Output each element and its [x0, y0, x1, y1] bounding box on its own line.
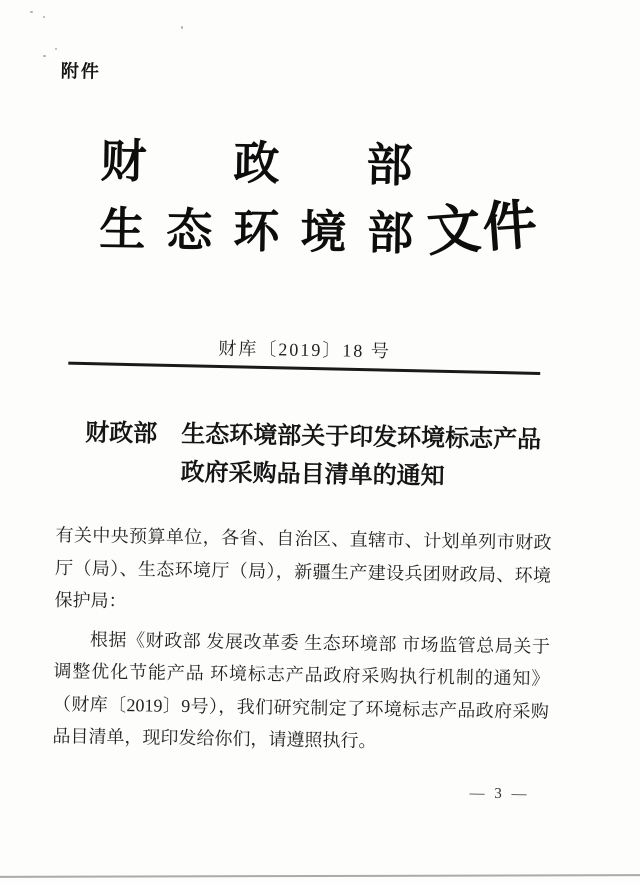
- page-number: — 3 —: [469, 785, 530, 803]
- letterhead-document-suffix: 文件: [424, 194, 541, 263]
- document-title-line1: 财政部 生态环境部关于印发环境标志产品: [84, 420, 542, 454]
- document-body: [52, 519, 552, 760]
- scan-speck: [43, 55, 46, 57]
- scan-speck: [55, 48, 57, 50]
- scan-speck: [43, 16, 45, 18]
- letterhead-line1: 财政部: [100, 135, 500, 193]
- main-paragraph: 根据《财政部 发展改革委 生态环境部 市场监管总局关于调整优化节能产品 环境标志产品政府采购执行机制的通知》（财库〔2019〕9号），我们研究制定了环境标志产品政府采购品目清单，现印发给你们，请遵照执行。: [52, 628, 551, 752]
- document-title: [0, 413, 633, 499]
- scan-speck: [30, 11, 33, 13]
- scan-speck: [181, 26, 183, 29]
- letterhead-line2: 生态环境部: [99, 203, 435, 260]
- attachment-label: 附件: [60, 60, 102, 82]
- document-title-line2: 政府采购品目清单的通知: [180, 459, 445, 491]
- addressee-paragraph: 有关中央预算单位，各省、自治区、直辖市、计划单列市财政厅（局）、生态环境厅（局），新疆生产建设兵团财政局、环境保护局：: [54, 524, 552, 612]
- document-number: 财库〔2019〕18 号: [218, 338, 391, 362]
